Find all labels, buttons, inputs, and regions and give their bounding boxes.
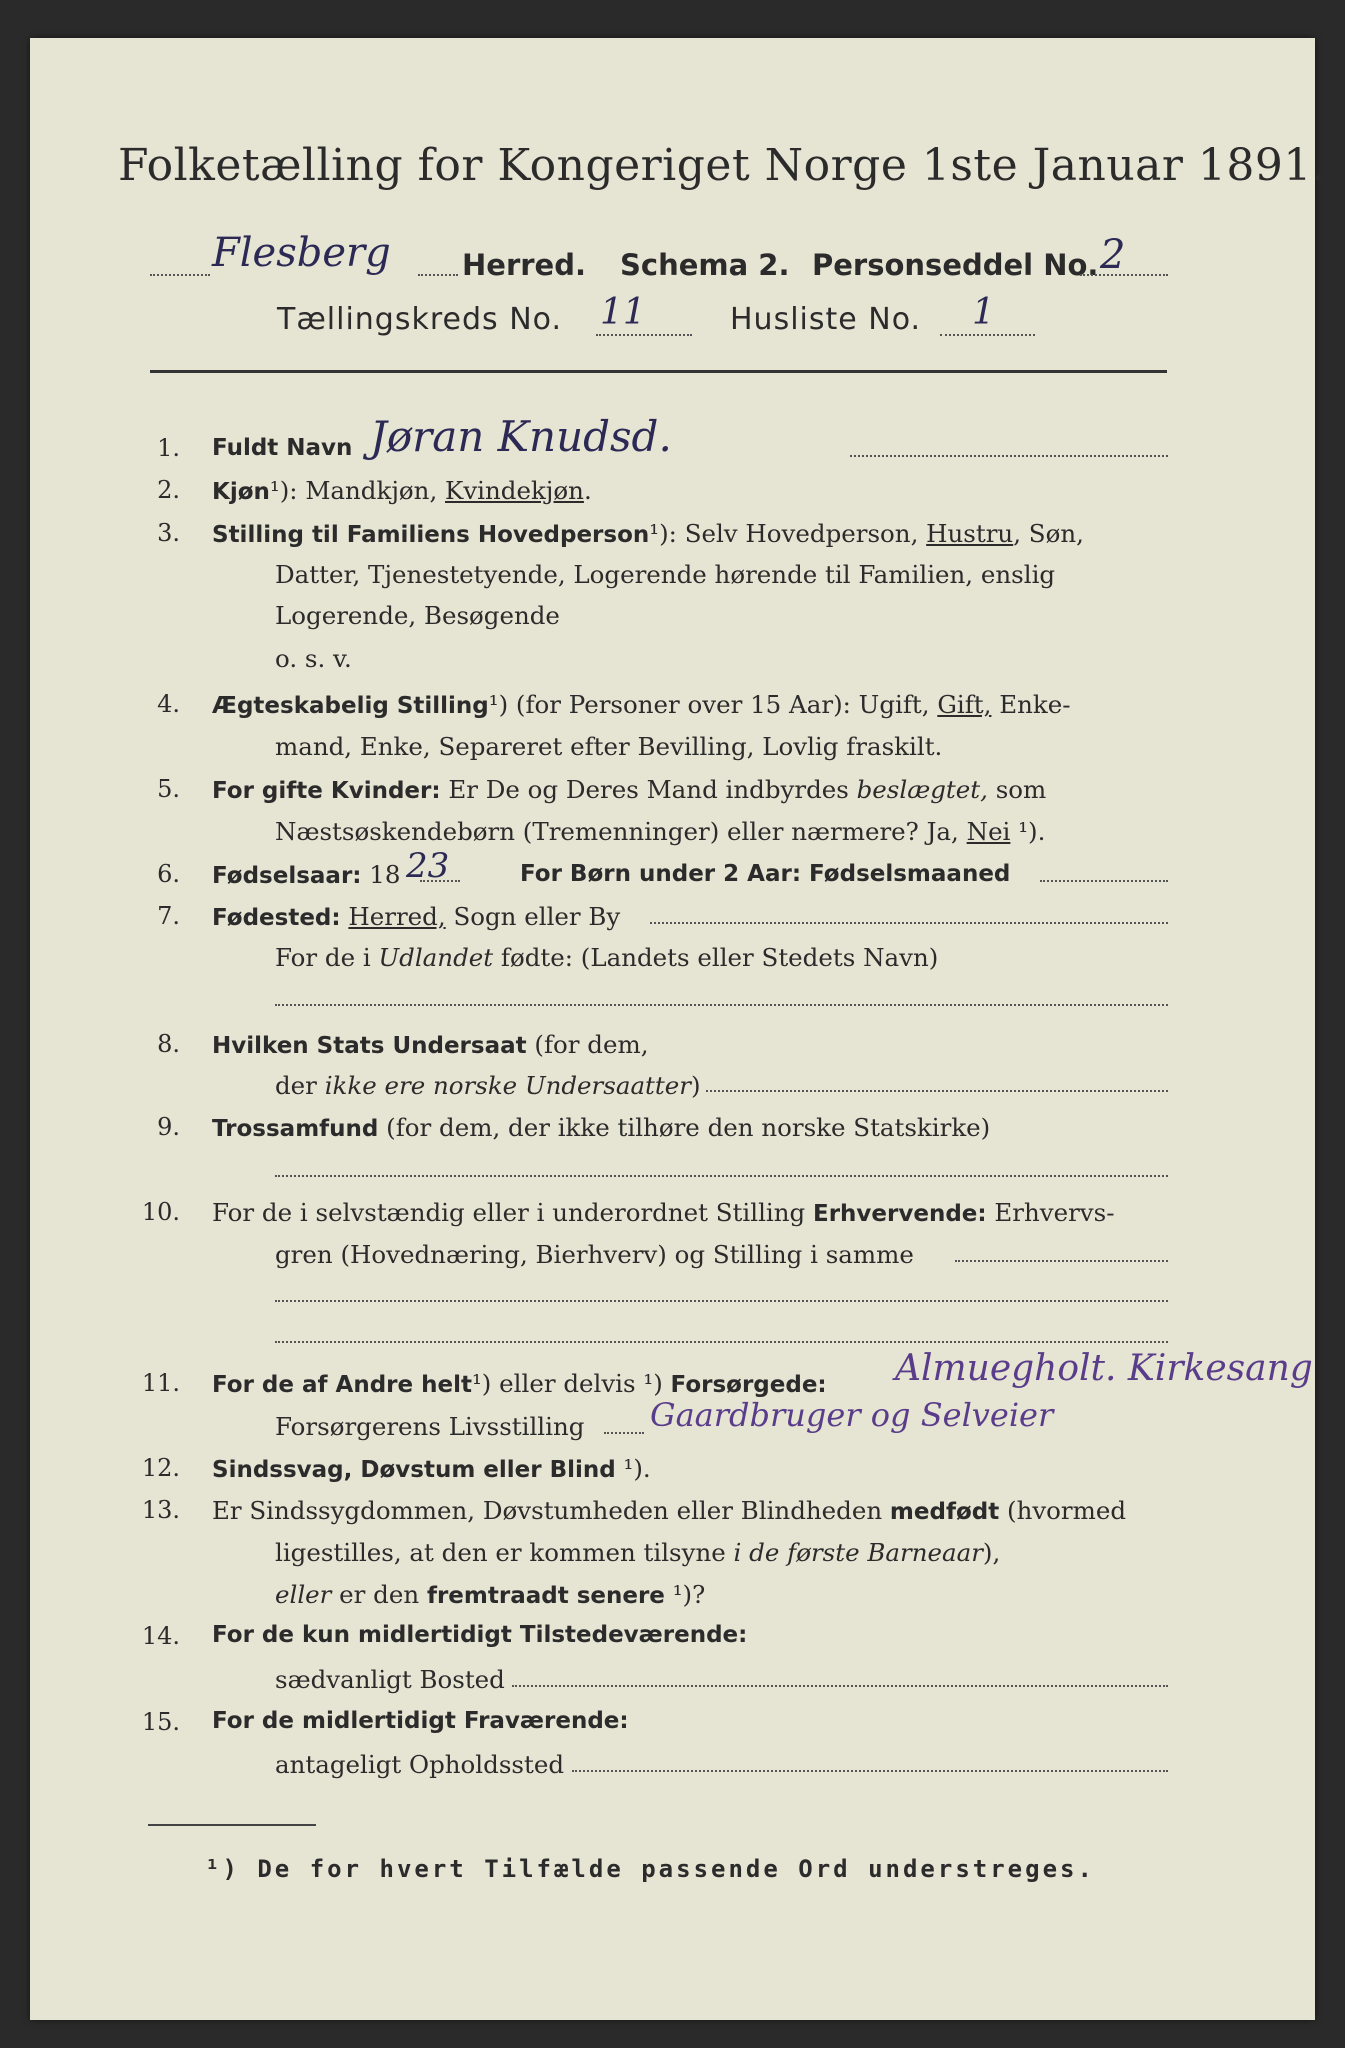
dotted-fill bbox=[1080, 274, 1168, 276]
birth-year-value: 23 bbox=[406, 846, 450, 886]
fodselsmaaned-label: For Børn under 2 Aar: Fødselsmaaned bbox=[520, 861, 1011, 887]
dotted-fill bbox=[604, 1432, 644, 1434]
taellingskreds-label: Tællingskreds No. bbox=[277, 302, 562, 337]
dotted-fill bbox=[850, 455, 1168, 457]
trossamfund-line: Trossamfund (for dem, der ikke tilhøre den norske Statskirke) bbox=[212, 1113, 991, 1142]
livsstilling-value: Gaardbruger og Selveier bbox=[650, 1396, 1054, 1434]
dotted-fill bbox=[1040, 880, 1168, 882]
aegteskab-line-2: mand, Enke, Separeret efter Bevilling, Lovlig fraskilt. bbox=[275, 732, 943, 761]
item-number: 7. bbox=[157, 902, 180, 930]
aegteskab-line-1: Ægteskabelig Stilling¹) (for Personer over 15 Aar): Ugift, Gift, Enke- bbox=[212, 690, 1071, 719]
item-number: 15. bbox=[141, 1708, 180, 1736]
dotted-fill bbox=[955, 1260, 1168, 1262]
footnote-text: ¹) De for hvert Tilfælde passende Ord understreges. bbox=[205, 1855, 1095, 1883]
undersaat-line-1: Hvilken Stats Undersaat (for dem, bbox=[212, 1030, 649, 1059]
item-number: 2. bbox=[157, 476, 180, 504]
item-number: 1. bbox=[157, 434, 180, 462]
dotted-fill bbox=[706, 1090, 1168, 1092]
dotted-fill bbox=[150, 274, 210, 276]
fodselsaar-line: Fødselsaar: 18 bbox=[212, 860, 401, 889]
undersaat-line-2: der ikke ere norske Undersaatter) bbox=[275, 1071, 701, 1100]
fodested-line-1: Fødested: Herred, Sogn eller By bbox=[212, 902, 621, 931]
footnote-rule bbox=[148, 1824, 316, 1826]
dotted-fill bbox=[572, 1770, 1168, 1772]
dotted-fill bbox=[512, 1685, 1168, 1687]
gifte-line-2: Næstsøskendebørn (Tremenninger) eller nærmere? Ja, Nei ¹). bbox=[275, 817, 1046, 846]
dotted-fill bbox=[420, 880, 460, 882]
kjon-line: Kjøn¹): Mandkjøn, Kvindekjøn. bbox=[212, 476, 592, 505]
medfodt-line-2: ligestilles, at den er kommen tilsyne i de første Barneaar), bbox=[275, 1538, 1001, 1567]
dotted-fill bbox=[940, 334, 1035, 336]
gifte-line-1: For gifte Kvinder: Er De og Deres Mand indbyrdes beslægtet, som bbox=[212, 775, 1047, 804]
fodested-line-2: For de i Udlandet fødte: (Landets eller Stedets Navn) bbox=[275, 943, 939, 972]
item-number: 12. bbox=[141, 1454, 180, 1482]
husliste-label: Husliste No. bbox=[730, 302, 922, 337]
bosted-label: sædvanligt Bosted bbox=[275, 1665, 505, 1694]
item-number: 14. bbox=[141, 1622, 180, 1650]
field-label-fuldt-navn: Fuldt Navn bbox=[212, 435, 353, 461]
herred-label: Herred. bbox=[462, 248, 586, 282]
dotted-fill bbox=[275, 1341, 1168, 1343]
personseddel-value: 2 bbox=[1100, 232, 1126, 278]
erhverv-line-1: For de i selvstændig eller i underordnet Stilling Erhvervende: Erhvervs- bbox=[212, 1198, 1115, 1227]
opholdssted-label: antageligt Opholdssted bbox=[275, 1750, 564, 1779]
taellingskreds-value: 11 bbox=[600, 292, 646, 333]
item-number: 13. bbox=[141, 1496, 180, 1524]
item-number: 8. bbox=[157, 1030, 180, 1058]
stilling-line-3: Logerende, Besøgende bbox=[275, 601, 560, 630]
forsorgede-line-1: For de af Andre helt¹) eller delvis ¹) Forsørgede: bbox=[212, 1369, 827, 1398]
herred-value: Flesberg bbox=[212, 230, 391, 276]
item-number: 5. bbox=[157, 775, 180, 803]
name-value: Jøran Knudsd. bbox=[370, 412, 672, 461]
item-number: 4. bbox=[157, 690, 180, 718]
form-title: Folketælling for Kongeriget Norge 1ste Januar 1891. bbox=[118, 140, 1327, 191]
medfodt-line-3: eller er den fremtraadt senere ¹)? bbox=[275, 1580, 706, 1609]
dotted-fill bbox=[275, 1300, 1168, 1302]
medfodt-line-1: Er Sindssygdommen, Døvstumheden eller Blindheden medfødt (hvormed bbox=[212, 1496, 1127, 1525]
dotted-fill bbox=[650, 922, 1168, 924]
stilling-line-2: Datter, Tjenestetyende, Logerende hørende til Familien, enslig bbox=[275, 560, 1056, 589]
dotted-fill bbox=[275, 1175, 1168, 1177]
item-number: 11. bbox=[141, 1369, 180, 1397]
personseddel-label: Personseddel No. bbox=[812, 248, 1099, 282]
item-number: 10. bbox=[141, 1198, 180, 1226]
erhverv-line-2: gren (Hovednæring, Bierhverv) og Stilling i samme bbox=[275, 1240, 914, 1269]
stilling-line-1: Stilling til Familiens Hovedperson¹): Selv Hovedperson, Hustru, Søn, bbox=[212, 519, 1084, 548]
item-number: 9. bbox=[157, 1113, 180, 1141]
dotted-fill bbox=[275, 1004, 1168, 1006]
husliste-value: 1 bbox=[972, 292, 995, 333]
header-rule bbox=[150, 370, 1167, 373]
dotted-fill bbox=[418, 274, 458, 276]
forsorger-value: Almuegholt. Kirkesang bbox=[895, 1348, 1313, 1389]
item-number: 6. bbox=[157, 860, 180, 888]
item-number: 3. bbox=[157, 519, 180, 547]
dotted-fill bbox=[596, 334, 692, 336]
tilstedevaerende-label: For de kun midlertidigt Tilstedeværende: bbox=[212, 1622, 748, 1648]
schema-label: Schema 2. bbox=[620, 248, 790, 282]
sindssvag-line: Sindssvag, Døvstum eller Blind ¹). bbox=[212, 1454, 651, 1483]
fravaerende-label: For de midlertidigt Fraværende: bbox=[212, 1708, 629, 1734]
stilling-line-4: o. s. v. bbox=[275, 644, 352, 673]
forsorgede-line-2: Forsørgerens Livsstilling bbox=[275, 1412, 585, 1441]
